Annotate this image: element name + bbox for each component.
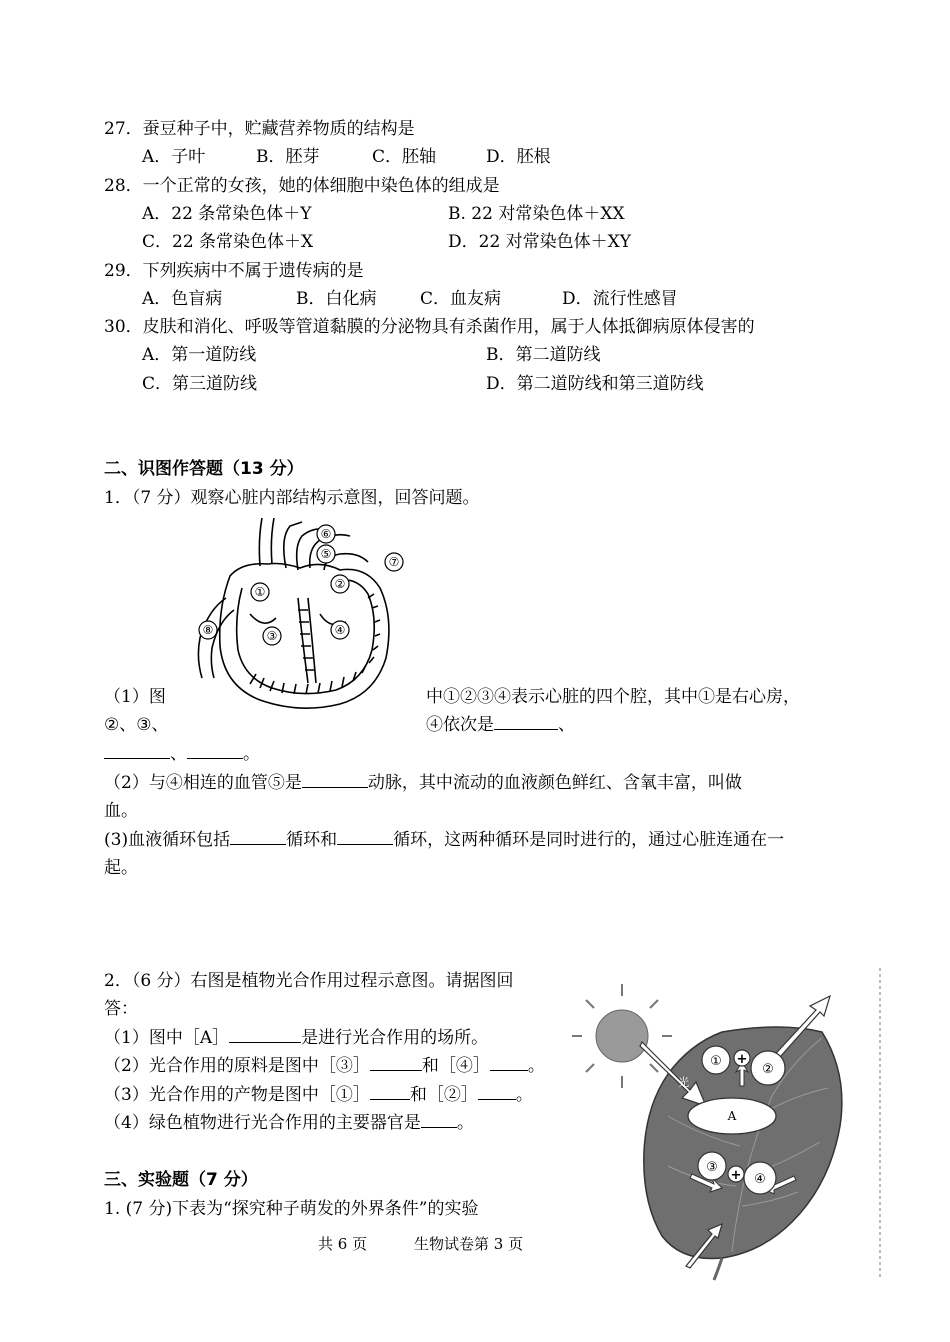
s2-q1-p2-b: 动脉，其中流动的血液颜色鲜红、含氧丰富，叫做 (367, 773, 742, 793)
q27-option-c[interactable]: C．胚轴 (372, 147, 437, 167)
s2-q1-p1-g: 。 (243, 744, 260, 764)
section-2-title: 二、识图作答题（13 分） (104, 459, 304, 479)
s2-q1-p1-c: ②、③、 (104, 715, 169, 735)
q30-option-a[interactable]: A．第一道防线 (142, 345, 257, 365)
s2-q1-p3-a: (3)血液循环包括 (104, 830, 231, 850)
q28-option-b[interactable]: B. 22 对常染色体＋XX (448, 204, 625, 224)
answer-blank-site[interactable] (229, 1026, 301, 1043)
s2-q1-p1-f: 、 (170, 744, 187, 764)
footer-total-pages: 共 6 页 (318, 1235, 368, 1253)
q30-option-d[interactable]: D．第二道防线和第三道防线 (486, 374, 704, 394)
heart-label-4: ④ (334, 623, 346, 637)
s2-q1-p3-b: 循环和 (286, 830, 338, 850)
q27-option-b[interactable]: B．胚芽 (256, 147, 320, 167)
s2-q2-stem-2: 答： (104, 999, 138, 1019)
s2-q2-p2-c: 。 (527, 1056, 545, 1076)
answer-blank-circulation-1[interactable] (230, 828, 286, 845)
s2-q2-p4-b: 。 (456, 1113, 474, 1133)
s2-q2-p3-b: 和［②］ (409, 1085, 478, 1105)
leaf-label-4: ④ (754, 1172, 766, 1187)
heart-label-1: ① (254, 585, 266, 599)
answer-blank-circulation-2[interactable] (337, 828, 393, 845)
light-label: 光 (678, 1076, 689, 1089)
photosynthesis-diagram (572, 966, 890, 1282)
s2-q2-stem-1: 2．（6 分）右图是植物光合作用过程示意图。请据图回 (104, 971, 514, 991)
leaf-label-1: ① (710, 1054, 722, 1069)
q29-stem: 29．下列疾病中不属于遗传病的是 (104, 261, 364, 281)
s2-q2-p3-c: 。 (515, 1085, 533, 1105)
q29-option-d[interactable]: D．流行性感冒 (562, 289, 678, 309)
heart-label-5: ⑤ (320, 547, 332, 561)
section-3-title: 三、实验题（7 分） (104, 1170, 258, 1190)
s2-q1-p2-c: 血。 (104, 801, 138, 821)
q28-option-d[interactable]: D．22 对常染色体＋XY (448, 232, 631, 252)
q30-option-b[interactable]: B．第二道防线 (486, 345, 601, 365)
s2-q2-p1-b: 是进行光合作用的场所。 (301, 1028, 489, 1048)
q30-stem: 30．皮肤和消化、呼吸等管道黏膜的分泌物具有杀菌作用，属于人体抵御病原体侵害的 (104, 317, 755, 337)
footer-page-number: 生物试卷第 3 页 (414, 1235, 524, 1253)
answer-blank-organ[interactable] (421, 1111, 457, 1128)
heart-label-2: ② (334, 577, 346, 591)
answer-blank-artery[interactable] (302, 771, 368, 788)
chloroplast-label-a: A (727, 1109, 737, 1123)
q30-option-c[interactable]: C．第三道防线 (142, 374, 258, 394)
s2-q1-stem: 1．（7 分）观察心脏内部结构示意图，回答问题。 (104, 488, 480, 508)
answer-blank-chamber-3[interactable] (104, 742, 170, 759)
sun-icon (572, 984, 672, 1088)
s2-q2-p2-a: （2）光合作用的原料是图中［③］ (104, 1056, 370, 1076)
plus-icon-top: + (736, 1052, 748, 1067)
heart-label-6: ⑥ (320, 527, 332, 541)
s2-q1-p1-e: 、 (558, 715, 575, 735)
s2-q1-p3-d: 起。 (104, 858, 138, 878)
s2-q2-p4-a: （4）绿色植物进行光合作用的主要器官是 (104, 1113, 421, 1133)
answer-blank-product-1[interactable] (370, 1083, 410, 1100)
answer-blank-material-3[interactable] (370, 1054, 422, 1071)
q29-option-c[interactable]: C．血友病 (420, 289, 502, 309)
s2-q2-p2-b: 和［④］ (421, 1056, 490, 1076)
q27-option-a[interactable]: A．子叶 (142, 147, 206, 167)
heart-label-7: ⑦ (388, 555, 400, 569)
leaf-label-2: ② (762, 1062, 774, 1077)
q27-stem: 27．蚕豆种子中，贮藏营养物质的结构是 (104, 119, 415, 139)
q28-stem: 28．一个正常的女孩，她的体细胞中染色体的组成是 (104, 176, 500, 196)
answer-blank-material-4[interactable] (490, 1054, 528, 1071)
answer-blank-product-2[interactable] (478, 1083, 516, 1100)
s2-q1-p1-b: 中①②③④表示心脏的四个腔，其中①是右心房， (426, 687, 800, 707)
q29-option-b[interactable]: B．白化病 (296, 289, 377, 309)
s2-q2-p3-a: （3）光合作用的产物是图中［①］ (104, 1085, 370, 1105)
q29-option-a[interactable]: A．色盲病 (142, 289, 223, 309)
q28-option-a[interactable]: A．22 条常染色体＋Y (142, 204, 312, 224)
s2-q1-p2-a: （2）与④相连的血管⑤是 (104, 773, 302, 793)
heart-label-3: ③ (266, 629, 278, 643)
plus-icon-bottom: + (730, 1168, 742, 1183)
s2-q1-p3-c: 循环，这两种循环是同时进行的，通过心脏连通在一 (393, 830, 785, 850)
answer-blank-chamber-4[interactable] (187, 742, 243, 759)
leaf-label-3: ③ (706, 1160, 718, 1175)
q28-option-c[interactable]: C．22 条常染色体＋X (142, 232, 314, 252)
s2-q2-p1-a: （1）图中［A］ (104, 1028, 230, 1048)
answer-blank-chamber-2[interactable] (494, 713, 558, 730)
heart-diagram (190, 518, 415, 718)
s2-q1-p1-a: （1）图 (104, 687, 166, 707)
heart-label-8: ⑧ (202, 623, 214, 637)
s2-q1-p1-d: ④依次是 (426, 715, 494, 735)
q27-option-d[interactable]: D．胚根 (486, 147, 551, 167)
s3-q1-stem: 1. (7 分)下表为“探究种子萌发的外界条件”的实验 (104, 1199, 479, 1219)
